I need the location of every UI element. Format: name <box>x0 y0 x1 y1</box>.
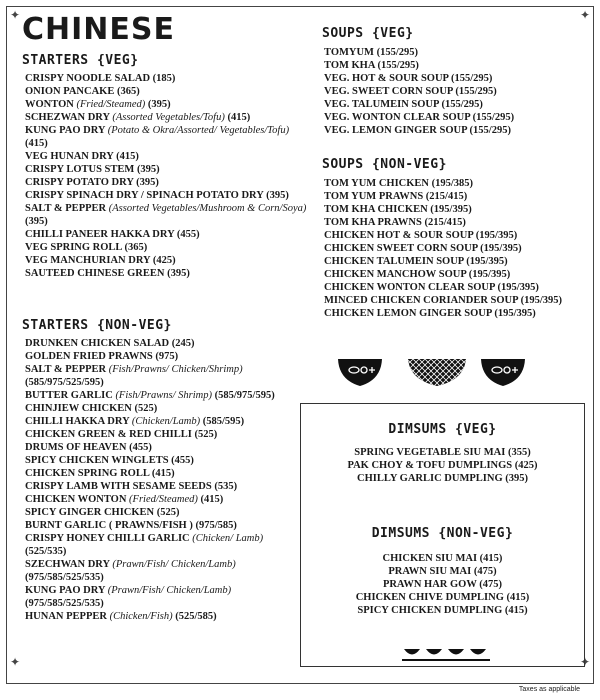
item-price: (395) <box>147 99 171 110</box>
menu-item: VEG. LEMON GINGER SOUP (155/295) <box>324 125 511 136</box>
item-note: (Chicken/Fish) <box>109 611 173 622</box>
item-name: VEG HUNAN DRY <box>25 151 114 162</box>
item-price: (395) <box>25 216 48 227</box>
menu-item <box>25 124 310 150</box>
item-name: KUNG PAO DRY <box>25 125 106 136</box>
menu-item: CHICKEN SWEET CORN SOUP (195/395) <box>324 243 522 254</box>
item-price: (975/585/525/535) <box>25 598 104 609</box>
item-note: (Fish/Prawns/ Shrimp) <box>115 390 212 401</box>
item-name: CHICKEN SPRING ROLL <box>25 468 150 479</box>
menu-item: CHICKEN HOT & SOUR SOUP (195/395) <box>324 230 518 241</box>
item-note: (Prawn/Fish/ Chicken/Lamb) <box>112 559 236 570</box>
item-name: CRISPY NOODLE SALAD <box>25 73 151 84</box>
item-name: DRUMS OF HEAVEN <box>25 442 127 453</box>
menu-item <box>25 441 295 454</box>
menu-item: PRAWN SIU MAI (475) <box>388 566 497 577</box>
menu-item <box>25 72 310 85</box>
menu-item <box>25 98 310 111</box>
corner-ornament-icon: ✦ <box>9 655 21 669</box>
dimsums-veg-heading: DIMSUMS {VEG} <box>388 422 497 437</box>
item-price: (455) <box>129 442 152 453</box>
starters-nonveg-list <box>25 337 295 623</box>
item-note: (Fried/Steamed) <box>76 99 146 110</box>
item-note: (Assorted Vegetables/Mushroom & Corn/Soya) <box>108 203 307 214</box>
item-price: (525) <box>156 507 180 518</box>
item-name: CHILLI HAKKA DRY <box>25 416 130 427</box>
menu-item <box>25 241 310 254</box>
item-price: (185) <box>152 73 176 84</box>
menu-item: PAK CHOY & TOFU DUMPLINGS (425) <box>347 460 538 471</box>
item-name: CRISPY SPINACH DRY / SPINACH POTATO DRY <box>25 190 264 201</box>
dimsums-veg-list <box>301 446 584 485</box>
menu-item <box>25 467 295 480</box>
dimsums-panel <box>300 403 585 667</box>
menu-item <box>25 111 310 124</box>
item-price: (975/585/525/535) <box>25 572 104 583</box>
item-note: (Assorted Vegetables/Tofu) <box>112 112 225 123</box>
item-name: SCHEZWAN DRY <box>25 112 110 123</box>
menu-item <box>25 189 310 202</box>
menu-item: CHICKEN CHIVE DUMPLING (415) <box>355 592 530 603</box>
item-name: VEG MANCHURIAN DRY <box>25 255 151 266</box>
item-name: CHICKEN GREEN & RED CHILLI <box>25 429 192 440</box>
menu-item <box>25 350 295 363</box>
item-price: (365) <box>116 86 140 97</box>
item-name: SALT & PEPPER <box>25 203 107 214</box>
menu-item: CHICKEN LEMON GINGER SOUP (195/395) <box>324 308 536 319</box>
menu-item <box>25 519 295 532</box>
item-note: (Prawn/Fish/ Chicken/Lamb) <box>107 585 232 596</box>
menu-item: TOM YUM PRAWNS (215/415) <box>324 191 468 202</box>
item-name: CHINJIEW CHICKEN <box>25 403 132 414</box>
taxes-note: Taxes as applicable <box>518 686 580 693</box>
patterned-bowl-icon <box>407 356 467 388</box>
item-price: (395) <box>136 177 159 188</box>
item-price: (395) <box>167 268 190 279</box>
item-name: VEG SPRING ROLL <box>25 242 122 253</box>
item-name: SZECHWAN DRY <box>25 559 110 570</box>
starters-veg-list <box>25 72 310 280</box>
menu-item: CHICKEN TALUMEIN SOUP (195/395) <box>324 256 508 267</box>
menu-item: TOMYUM (155/295) <box>324 47 419 58</box>
item-note: (Fish/Prawns/ Chicken/Shrimp) <box>108 364 243 375</box>
item-price: (585/595) <box>202 416 245 427</box>
item-price: (415) <box>151 468 175 479</box>
item-price: (525/535) <box>25 546 67 557</box>
soups-veg-list <box>324 46 584 137</box>
item-name: SALT & PEPPER <box>25 364 107 375</box>
menu-item: VEG. WONTON CLEAR SOUP (155/295) <box>324 112 515 123</box>
item-price: (395) <box>266 190 289 201</box>
menu-item <box>25 228 310 241</box>
menu-item <box>25 402 295 415</box>
menu-item <box>25 532 295 558</box>
starters-veg-heading: STARTERS {VEG} <box>22 53 139 68</box>
corner-ornament-icon: ✦ <box>9 8 21 22</box>
item-price: (975) <box>155 351 179 362</box>
menu-item <box>25 610 295 623</box>
menu-item: MINCED CHICKEN CORIANDER SOUP (195/395) <box>324 295 563 306</box>
menu-item: VEG. HOT & SOUR SOUP (155/295) <box>324 73 493 84</box>
menu-item <box>25 163 310 176</box>
menu-item <box>25 85 310 98</box>
menu-item <box>25 150 310 163</box>
menu-item <box>25 480 295 493</box>
item-note: (Fried/Steamed) <box>129 494 198 505</box>
item-name: CRISPY POTATO DRY <box>25 177 134 188</box>
menu-item <box>25 176 310 189</box>
item-name: BUTTER GARLIC <box>25 390 113 401</box>
menu-item <box>25 254 310 267</box>
dumpling-plates-icon <box>402 646 490 662</box>
menu-item: CHICKEN WONTON CLEAR SOUP (195/395) <box>324 282 539 293</box>
menu-item <box>25 337 295 350</box>
item-price: (415) <box>25 138 48 149</box>
menu-item <box>25 506 295 519</box>
menu-item: TOM YUM CHICKEN (195/385) <box>324 178 474 189</box>
corner-ornament-icon: ✦ <box>579 8 591 22</box>
item-name: GOLDEN FRIED PRAWNS <box>25 351 153 362</box>
menu-item: VEG. TALUMEIN SOUP (155/295) <box>324 99 483 110</box>
menu-item: CHICKEN MANCHOW SOUP (195/395) <box>324 269 511 280</box>
item-price: (425) <box>152 255 176 266</box>
menu-item <box>25 389 295 402</box>
menu-item <box>25 558 295 584</box>
menu-item: TOM KHA PRAWNS (215/415) <box>324 217 466 228</box>
menu-item <box>25 584 295 610</box>
item-name: CRISPY LAMB WITH SESAME SEEDS <box>25 481 212 492</box>
item-price: (455) <box>171 455 194 466</box>
item-name: SPICY GINGER CHICKEN <box>25 507 155 518</box>
item-name: KUNG PAO DRY <box>25 585 106 596</box>
item-price: (245) <box>171 338 195 349</box>
menu-item <box>25 454 295 467</box>
item-note: (Chicken/Lamb) <box>131 416 201 427</box>
item-name: CHILLI PANEER HAKKA DRY <box>25 229 175 240</box>
soups-nonveg-list <box>324 177 592 320</box>
item-name: HUNAN PEPPER <box>25 611 107 622</box>
item-price: (415) <box>200 494 224 505</box>
menu-item <box>25 493 295 506</box>
item-price: (415) <box>116 151 139 162</box>
item-name: CHICKEN WONTON <box>25 494 127 505</box>
item-price: (365) <box>124 242 148 253</box>
menu-item: TOM KHA (155/295) <box>324 60 419 71</box>
menu-item: PRAWN HAR GOW (475) <box>382 579 503 590</box>
menu-item: SPRING VEGETABLE SIU MAI (355) <box>354 447 531 458</box>
item-price: (415) <box>227 112 251 123</box>
menu-item: SPICY CHICKEN DUMPLING (415) <box>357 605 528 616</box>
bowl-icon <box>480 356 526 388</box>
item-note: (Chicken/ Lamb) <box>192 533 264 544</box>
item-name: BURNT GARLIC ( PRAWNS/FISH ) <box>25 520 193 531</box>
starters-nonveg-heading: STARTERS {NON-VEG} <box>22 318 172 333</box>
item-price: (455) <box>176 229 200 240</box>
item-price: (975/585) <box>195 520 237 531</box>
bowl-icon <box>337 356 383 388</box>
menu-item <box>25 363 295 389</box>
menu-item <box>25 202 310 228</box>
item-price: (585/975/525/595) <box>25 377 104 388</box>
item-price: (535) <box>214 481 238 492</box>
soups-veg-heading: SOUPS {VEG} <box>322 26 414 41</box>
menu-item: CHILLY GARLIC DUMPLING (395) <box>356 473 529 484</box>
item-name: DRUNKEN CHICKEN SALAD <box>25 338 170 349</box>
item-price: (525) <box>134 403 158 414</box>
item-note: (Potato & Okra/Assorted/ Vegetables/Tofu) <box>107 125 290 136</box>
page-title: CHINESE <box>22 12 175 47</box>
item-name: WONTON <box>25 99 74 110</box>
dimsums-nonveg-heading: DIMSUMS {NON-VEG} <box>371 526 514 541</box>
item-name: SAUTEED CHINESE GREEN <box>25 268 165 279</box>
item-name: SPICY CHICKEN WINGLETS <box>25 455 169 466</box>
menu-item: VEG. SWEET CORN SOUP (155/295) <box>324 86 497 97</box>
item-price: (395) <box>136 164 160 175</box>
menu-item <box>25 415 295 428</box>
menu-item <box>25 267 310 280</box>
menu-item: TOM KHA CHICKEN (195/395) <box>324 204 472 215</box>
item-name: CRISPY LOTUS STEM <box>25 164 135 175</box>
item-price: (585/975/595) <box>214 390 275 401</box>
item-price: (525) <box>194 429 218 440</box>
item-name: ONION PANCAKE <box>25 86 115 97</box>
dimsums-nonveg-list <box>301 552 584 617</box>
menu-item <box>25 428 295 441</box>
item-price: (525/585) <box>175 611 217 622</box>
corner-ornament-icon: ✦ <box>579 655 591 669</box>
menu-item: CHICKEN SIU MAI (415) <box>382 553 503 564</box>
item-name: CRISPY HONEY CHILLI GARLIC <box>25 533 190 544</box>
soups-nonveg-heading: SOUPS {NON-VEG} <box>322 157 447 172</box>
